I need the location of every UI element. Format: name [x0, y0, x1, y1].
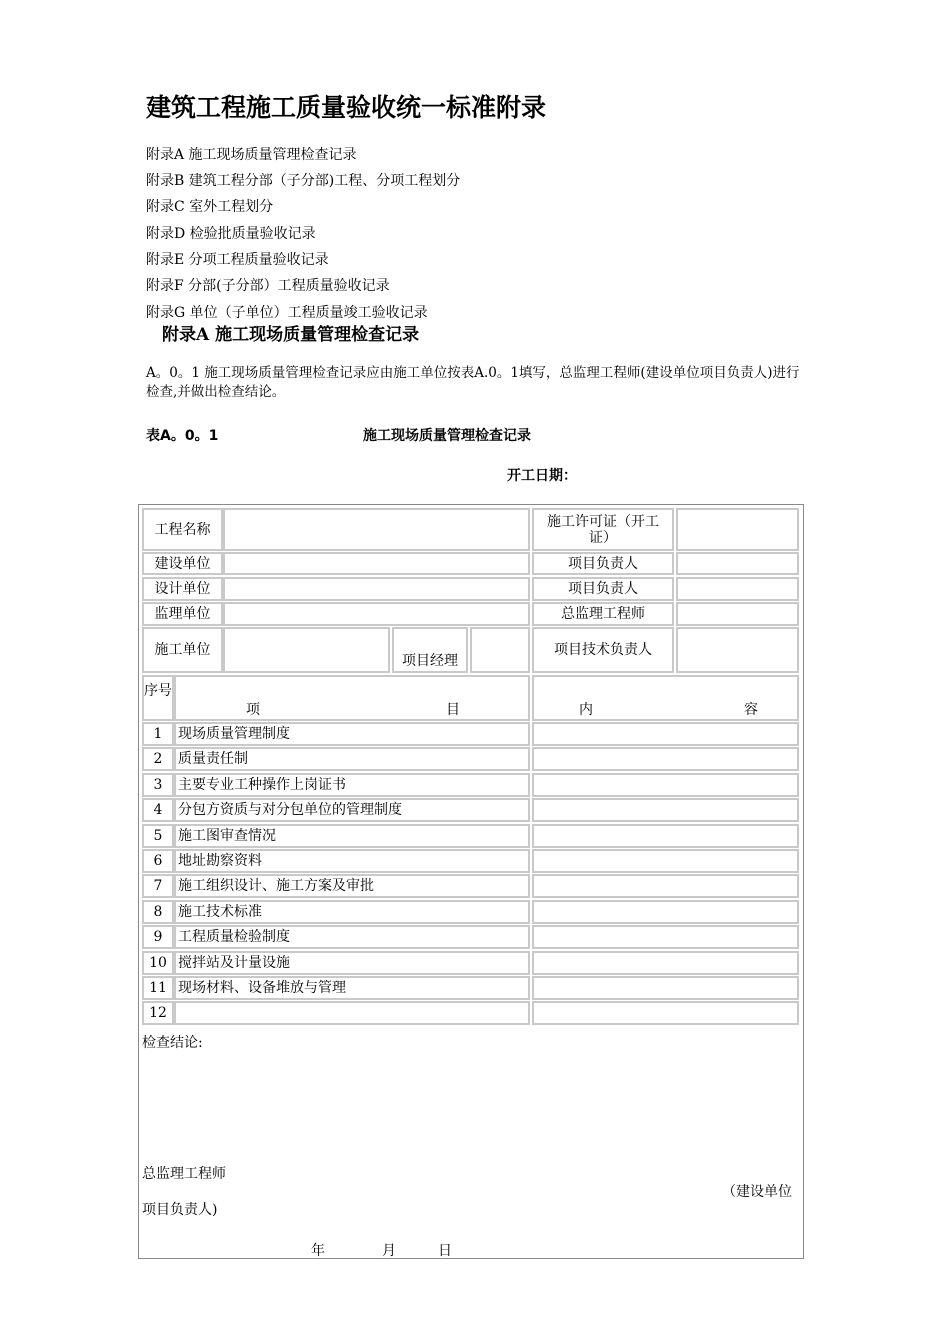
row-item-label: 地址勘察资料 [174, 849, 530, 873]
row-content-field[interactable] [532, 773, 799, 797]
header-item-char-2: 目 [446, 702, 460, 718]
tech-leader-field[interactable] [676, 627, 799, 673]
row-number: 4 [142, 798, 174, 822]
toc-item-d: 附录D 检验批质量验收记录 [146, 226, 316, 242]
client-paren-label: （建设单位 [722, 1184, 792, 1200]
row-item-label: 搅拌站及计量设施 [174, 951, 530, 975]
leader-paren-label: 项目负责人) [142, 1202, 218, 1218]
header-item [174, 675, 530, 721]
row-number: 12 [142, 1001, 174, 1025]
row-item-label: 现场材料、设备堆放与管理 [174, 976, 530, 1000]
row-content-field[interactable] [532, 747, 799, 771]
label-tech-leader: 项目技术负责人 [532, 627, 674, 673]
chief-supervisor-sign-label: 总监理工程师 [142, 1166, 226, 1182]
project-manager-field[interactable] [470, 627, 530, 673]
project-leader-field-1[interactable] [676, 552, 799, 575]
row-content-field[interactable] [532, 874, 799, 898]
toc-item-b: 附录B 建筑工程分部（子分部)工程、分项工程划分 [146, 173, 461, 189]
row-content-field[interactable] [532, 951, 799, 975]
permit-field[interactable] [676, 508, 799, 551]
section-heading: 附录A 施工现场质量管理检查记录 [162, 325, 420, 345]
header-seq: 序号 [142, 675, 174, 721]
table-title: 施工现场质量管理检查记录 [363, 428, 531, 444]
label-project-manager: 项目经理 [392, 627, 468, 673]
conclusion-label: 检查结论: [142, 1035, 203, 1051]
row-item-label [174, 1001, 530, 1025]
row-content-field[interactable] [532, 976, 799, 1000]
project-leader-field-2[interactable] [676, 577, 799, 601]
row-content-field[interactable] [532, 1001, 799, 1025]
toc-item-e: 附录E 分项工程质量验收记录 [146, 252, 329, 268]
row-item-label: 主要专业工种操作上岗证书 [174, 773, 530, 797]
row-content-field[interactable] [532, 849, 799, 873]
label-project-name: 工程名称 [142, 508, 223, 551]
toc-item-c: 附录C 室外工程划分 [146, 199, 274, 215]
project-name-field[interactable] [223, 508, 530, 551]
row-content-field[interactable] [532, 900, 799, 924]
contractor-field[interactable] [223, 627, 390, 673]
row-item-label: 施工技术标准 [174, 900, 530, 924]
row-content-field[interactable] [532, 722, 799, 746]
label-contractor: 施工单位 [142, 627, 223, 673]
label-project-leader-1: 项目负责人 [532, 552, 674, 575]
row-number: 10 [142, 951, 174, 975]
row-number: 7 [142, 874, 174, 898]
label-project-leader-2: 项目负责人 [532, 577, 674, 601]
label-supervisor-unit: 监理单位 [142, 602, 223, 626]
supervisor-unit-field[interactable] [223, 602, 530, 626]
conclusion-area[interactable] [142, 1029, 799, 1255]
row-content-field[interactable] [532, 925, 799, 949]
row-content-field[interactable] [532, 824, 799, 848]
label-chief-supervisor: 总监理工程师 [532, 602, 674, 626]
row-number: 5 [142, 824, 174, 848]
label-designer: 设计单位 [142, 577, 223, 601]
date-day: 日 [438, 1243, 452, 1259]
row-item-label: 施工组织设计、施工方案及审批 [174, 874, 530, 898]
row-number: 3 [142, 773, 174, 797]
date-year: 年 [311, 1243, 325, 1259]
header-content-char-1: 内 [579, 702, 593, 718]
row-content-field[interactable] [532, 798, 799, 822]
header-content-char-2: 容 [744, 702, 758, 718]
row-number: 8 [142, 900, 174, 924]
date-month: 月 [382, 1243, 396, 1259]
chief-supervisor-field[interactable] [676, 602, 799, 626]
row-number: 11 [142, 976, 174, 1000]
header-item-char-1: 项 [246, 702, 260, 718]
row-item-label: 质量责任制 [174, 747, 530, 771]
row-number: 1 [142, 722, 174, 746]
label-permit: 施工许可证（开工证） [532, 508, 674, 551]
row-item-label: 分包方资质与对分包单位的管理制度 [174, 798, 530, 822]
document-title: 建筑工程施工质量验收统一标准附录 [146, 93, 547, 122]
row-number: 6 [142, 849, 174, 873]
row-number: 9 [142, 925, 174, 949]
label-client: 建设单位 [142, 552, 223, 575]
row-item-label: 施工图审查情况 [174, 824, 530, 848]
header-content [532, 675, 799, 721]
toc-item-a: 附录A 施工现场质量管理检查记录 [146, 147, 357, 163]
toc-item-f: 附录F 分部(子分部）工程质量验收记录 [146, 278, 390, 294]
intro-paragraph: A。0。1 施工现场质量管理检查记录应由施工单位按表A.0。1填写，总监理工程师(建设单位项目负责人)进行检查,并做出检查结论。 [146, 365, 800, 400]
designer-field[interactable] [223, 577, 530, 601]
client-field[interactable] [223, 552, 530, 575]
start-date-label: 开工日期： [507, 468, 577, 484]
row-item-label: 现场质量管理制度 [174, 722, 530, 746]
row-number: 2 [142, 747, 174, 771]
toc-item-g: 附录G 单位（子单位）工程质量竣工验收记录 [146, 305, 428, 321]
row-item-label: 工程质量检验制度 [174, 925, 530, 949]
inspection-form-table [138, 504, 804, 1259]
table-number: 表A。0。1 [146, 428, 219, 444]
